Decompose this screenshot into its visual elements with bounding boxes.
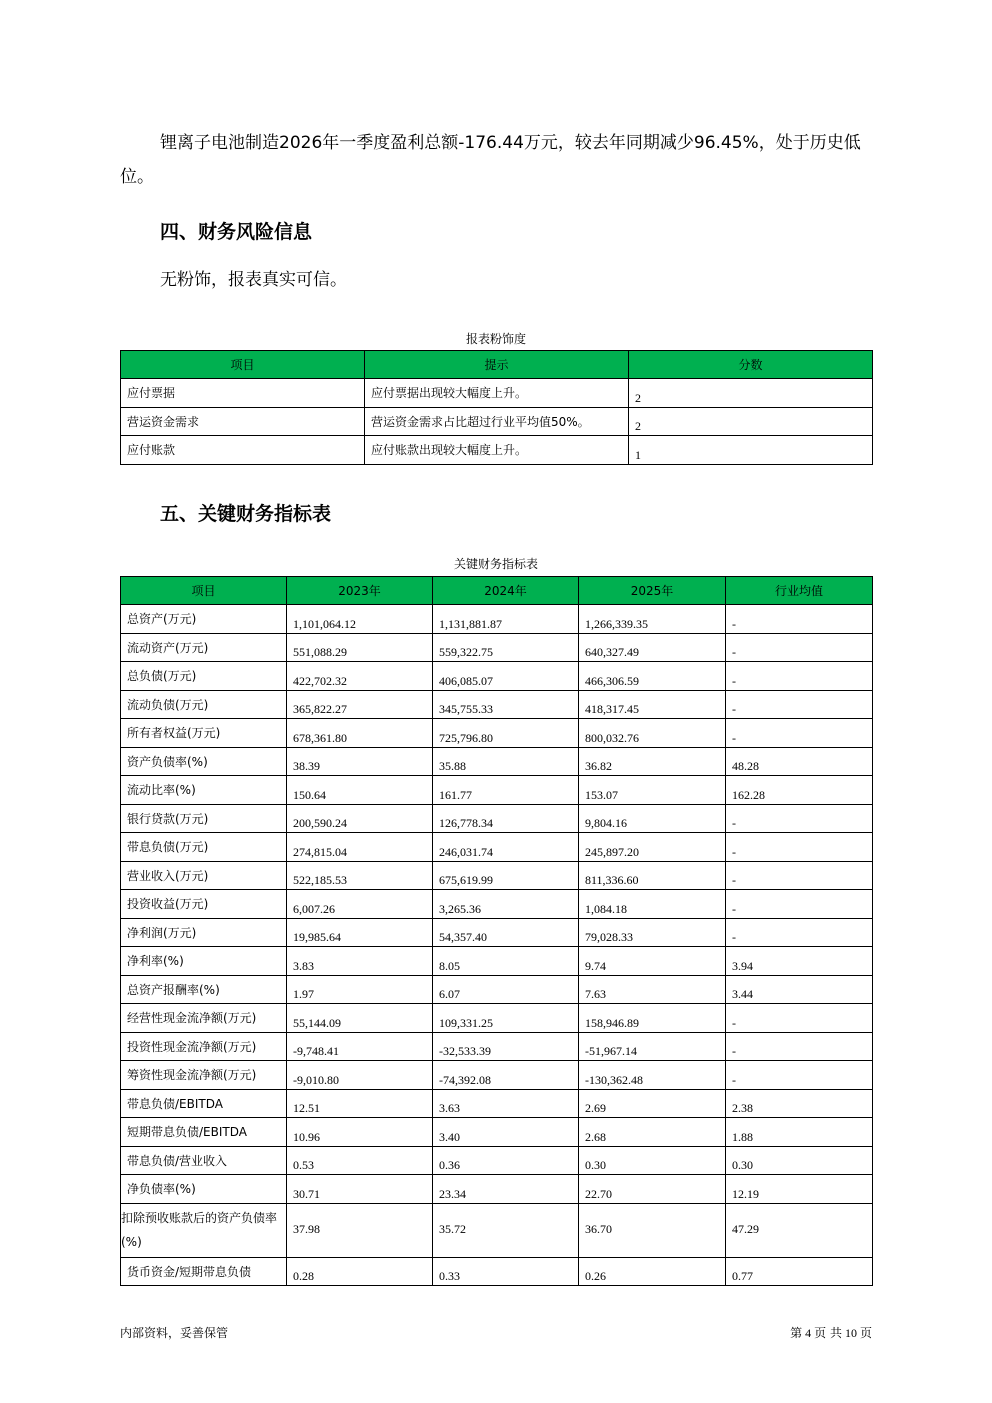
table-row: [121, 605, 873, 634]
table-row: [121, 662, 873, 691]
value-2023-cell: 1.97: [287, 975, 433, 1004]
industry-avg-cell: 162.28: [726, 776, 873, 805]
value-2024-cell: -32,533.39: [433, 1032, 579, 1061]
industry-avg-cell: 3.94: [726, 947, 873, 976]
indicator-item-cell: 总负债(万元): [121, 662, 287, 691]
risk-score-cell: 2: [629, 379, 873, 408]
value-2024-cell: 35.72: [433, 1203, 579, 1257]
table-row: [121, 719, 873, 748]
indicator-item-cell: 所有者权益(万元): [121, 719, 287, 748]
table-row: [121, 890, 873, 919]
industry-avg-cell: 0.30: [726, 1146, 873, 1175]
industry-avg-cell: 48.28: [726, 747, 873, 776]
risk-item-cell: 应付账款: [121, 436, 365, 465]
indicator-item-cell: 营业收入(万元): [121, 861, 287, 890]
risk-table: [120, 350, 873, 465]
footer-page-suffix: 页: [859, 1326, 872, 1340]
risk-score-cell: 1: [629, 436, 873, 465]
value-2024-cell: 345,755.33: [433, 690, 579, 719]
industry-avg-cell: -: [726, 719, 873, 748]
table-row: [121, 1146, 873, 1175]
industry-avg-cell: 2.38: [726, 1089, 873, 1118]
table-row: [121, 747, 873, 776]
indicator-item-cell: 银行贷款(万元): [121, 804, 287, 833]
indicator-item-cell: 扣除预收账款后的资产负债率(%): [121, 1203, 287, 1257]
value-2025-cell: 79,028.33: [579, 918, 726, 947]
indicator-item-cell: 流动比率(%): [121, 776, 287, 805]
table-row: [121, 1257, 873, 1286]
value-2024-cell: 406,085.07: [433, 662, 579, 691]
industry-avg-cell: 1.88: [726, 1118, 873, 1147]
risk-item-cell: 应付票据: [121, 379, 365, 408]
indicator-item-cell: 投资性现金流净额(万元): [121, 1032, 287, 1061]
industry-avg-cell: -: [726, 1032, 873, 1061]
risk-col-score: 分数: [629, 351, 873, 379]
value-2025-cell: 245,897.20: [579, 833, 726, 862]
industry-avg-cell: 3.44: [726, 975, 873, 1004]
indicator-item-cell: 货币资金/短期带息负债: [121, 1257, 287, 1286]
value-2024-cell: 0.36: [433, 1146, 579, 1175]
indicator-item-cell: 总资产报酬率(%): [121, 975, 287, 1004]
value-2025-cell: 1,266,339.35: [579, 605, 726, 634]
value-2023-cell: 1,101,064.12: [287, 605, 433, 634]
value-2023-cell: -9,010.80: [287, 1061, 433, 1090]
intro-paragraph: [120, 126, 875, 194]
section5-heading: 五、关键财务指标表: [160, 503, 332, 525]
table-row: [121, 804, 873, 833]
footer-page-current: 4: [805, 1326, 812, 1340]
footer-confidential: 内部资料，妥善保管: [120, 1326, 229, 1340]
value-2025-cell: 1,084.18: [579, 890, 726, 919]
footer-page-mid: 页 共: [814, 1326, 842, 1340]
value-2023-cell: 522,185.53: [287, 861, 433, 890]
table-row: [121, 1089, 873, 1118]
table-row: [121, 1118, 873, 1147]
value-2024-cell: -74,392.08: [433, 1061, 579, 1090]
indicator-item-cell: 短期带息负债/EBITDA: [121, 1118, 287, 1147]
indicator-item-cell: 筹资性现金流净额(万元): [121, 1061, 287, 1090]
value-2025-cell: 153.07: [579, 776, 726, 805]
table-row: [121, 407, 873, 436]
value-2023-cell: 12.51: [287, 1089, 433, 1118]
risk-score-cell: 2: [629, 407, 873, 436]
section4-text-content: 无粉饰，报表真实可信。: [160, 270, 347, 290]
value-2023-cell: 30.71: [287, 1175, 433, 1204]
table-row: [121, 1203, 873, 1257]
table-row: [121, 776, 873, 805]
value-2023-cell: 0.53: [287, 1146, 433, 1175]
indicator-table: [120, 576, 873, 1286]
value-2025-cell: 800,032.76: [579, 719, 726, 748]
value-2024-cell: 1,131,881.87: [433, 605, 579, 634]
footer-page-prefix: 第: [790, 1326, 803, 1340]
industry-avg-cell: -: [726, 633, 873, 662]
table1-caption: 报表粉饰度: [465, 332, 526, 346]
risk-hint-cell: 营运资金需求占比超过行业平均值50%。: [365, 407, 629, 436]
risk-col-hint: 提示: [365, 351, 629, 379]
table-row: [121, 1061, 873, 1090]
industry-avg-cell: 47.29: [726, 1203, 873, 1257]
indicator-item-cell: 净负债率(%): [121, 1175, 287, 1204]
industry-avg-cell: -: [726, 861, 873, 890]
value-2025-cell: 158,946.89: [579, 1004, 726, 1033]
value-2023-cell: 3.83: [287, 947, 433, 976]
indicator-col-2023: 2023年: [287, 577, 433, 605]
value-2024-cell: 126,778.34: [433, 804, 579, 833]
indicator-col-industry-avg: 行业均值: [726, 577, 873, 605]
risk-item-cell: 营运资金需求: [121, 407, 365, 436]
section4-heading: 四、财务风险信息: [160, 221, 313, 243]
value-2024-cell: 109,331.25: [433, 1004, 579, 1033]
footer-page-total: 10: [844, 1326, 857, 1340]
industry-avg-cell: -: [726, 1061, 873, 1090]
value-2023-cell: -9,748.41: [287, 1032, 433, 1061]
risk-col-item: 项目: [121, 351, 365, 379]
industry-avg-cell: -: [726, 833, 873, 862]
value-2024-cell: 559,322.75: [433, 633, 579, 662]
value-2023-cell: 38.39: [287, 747, 433, 776]
value-2024-cell: 35.88: [433, 747, 579, 776]
table-row: [121, 975, 873, 1004]
value-2024-cell: 6.07: [433, 975, 579, 1004]
table-row: [121, 436, 873, 465]
table-row: [121, 1004, 873, 1033]
industry-avg-cell: -: [726, 918, 873, 947]
industry-avg-cell: -: [726, 605, 873, 634]
table2-caption: 关键财务指标表: [453, 557, 538, 571]
value-2025-cell: 640,327.49: [579, 633, 726, 662]
table-row: [121, 379, 873, 408]
table-row: [121, 833, 873, 862]
value-2023-cell: 551,088.29: [287, 633, 433, 662]
value-2025-cell: 2.69: [579, 1089, 726, 1118]
section4-text: [120, 263, 875, 297]
industry-avg-cell: 12.19: [726, 1175, 873, 1204]
value-2023-cell: 37.98: [287, 1203, 433, 1257]
industry-avg-cell: -: [726, 1004, 873, 1033]
industry-avg-cell: -: [726, 804, 873, 833]
table-row: [121, 633, 873, 662]
intro-paragraph-text: 锂离子电池制造2026年一季度盈利总额-176.44万元，较去年同期减少96.45%，处于历史低位。: [120, 133, 861, 187]
table-row: [121, 1175, 873, 1204]
value-2024-cell: 725,796.80: [433, 719, 579, 748]
industry-avg-cell: 0.77: [726, 1257, 873, 1286]
value-2025-cell: 2.68: [579, 1118, 726, 1147]
table-row: [121, 1032, 873, 1061]
table-row: [121, 918, 873, 947]
value-2023-cell: 678,361.80: [287, 719, 433, 748]
value-2025-cell: 9.74: [579, 947, 726, 976]
indicator-col-2024: 2024年: [433, 577, 579, 605]
value-2025-cell: 7.63: [579, 975, 726, 1004]
risk-table-header-row: [121, 351, 873, 379]
indicator-table-header-row: [121, 577, 873, 605]
industry-avg-cell: -: [726, 662, 873, 691]
indicator-item-cell: 经营性现金流净额(万元): [121, 1004, 287, 1033]
value-2024-cell: 3.63: [433, 1089, 579, 1118]
value-2025-cell: 0.26: [579, 1257, 726, 1286]
industry-avg-cell: -: [726, 890, 873, 919]
footer-page-number: [790, 1324, 872, 1341]
value-2024-cell: 246,031.74: [433, 833, 579, 862]
indicator-item-cell: 净利润(万元): [121, 918, 287, 947]
indicator-item-cell: 流动资产(万元): [121, 633, 287, 662]
value-2024-cell: 0.33: [433, 1257, 579, 1286]
value-2024-cell: 161.77: [433, 776, 579, 805]
value-2023-cell: 422,702.32: [287, 662, 433, 691]
value-2025-cell: -130,362.48: [579, 1061, 726, 1090]
indicator-item-cell: 资产负债率(%): [121, 747, 287, 776]
value-2025-cell: -51,967.14: [579, 1032, 726, 1061]
value-2023-cell: 200,590.24: [287, 804, 433, 833]
indicator-item-cell: 带息负债(万元): [121, 833, 287, 862]
value-2024-cell: 675,619.99: [433, 861, 579, 890]
indicator-item-cell: 投资收益(万元): [121, 890, 287, 919]
value-2024-cell: 3,265.36: [433, 890, 579, 919]
value-2025-cell: 418,317.45: [579, 690, 726, 719]
value-2024-cell: 3.40: [433, 1118, 579, 1147]
table-row: [121, 861, 873, 890]
indicator-item-cell: 流动负债(万元): [121, 690, 287, 719]
risk-hint-cell: 应付票据出现较大幅度上升。: [365, 379, 629, 408]
value-2023-cell: 10.96: [287, 1118, 433, 1147]
indicator-col-2025: 2025年: [579, 577, 726, 605]
risk-hint-cell: 应付账款出现较大幅度上升。: [365, 436, 629, 465]
value-2023-cell: 55,144.09: [287, 1004, 433, 1033]
indicator-col-item: 项目: [121, 577, 287, 605]
industry-avg-cell: -: [726, 690, 873, 719]
indicator-item-cell: 带息负债/EBITDA: [121, 1089, 287, 1118]
value-2023-cell: 0.28: [287, 1257, 433, 1286]
value-2025-cell: 36.82: [579, 747, 726, 776]
value-2023-cell: 150.64: [287, 776, 433, 805]
indicator-item-cell: 带息负债/营业收入: [121, 1146, 287, 1175]
value-2023-cell: 365,822.27: [287, 690, 433, 719]
value-2024-cell: 54,357.40: [433, 918, 579, 947]
value-2025-cell: 811,336.60: [579, 861, 726, 890]
indicator-item-cell: 净利率(%): [121, 947, 287, 976]
indicator-item-cell: 总资产(万元): [121, 605, 287, 634]
value-2024-cell: 23.34: [433, 1175, 579, 1204]
table-row: [121, 690, 873, 719]
value-2023-cell: 6,007.26: [287, 890, 433, 919]
value-2025-cell: 22.70: [579, 1175, 726, 1204]
value-2025-cell: 466,306.59: [579, 662, 726, 691]
value-2025-cell: 0.30: [579, 1146, 726, 1175]
table-row: [121, 947, 873, 976]
value-2023-cell: 274,815.04: [287, 833, 433, 862]
value-2025-cell: 9,804.16: [579, 804, 726, 833]
value-2024-cell: 8.05: [433, 947, 579, 976]
value-2025-cell: 36.70: [579, 1203, 726, 1257]
value-2023-cell: 19,985.64: [287, 918, 433, 947]
